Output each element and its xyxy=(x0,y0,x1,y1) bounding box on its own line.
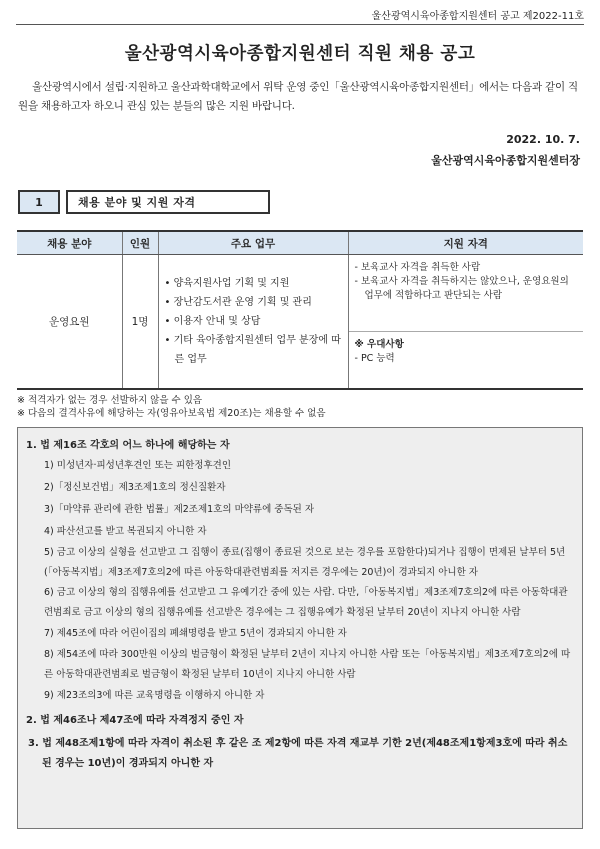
list-item: 7) 제45조에 따라 어린이집의 폐쇄명령을 받고 5년이 경과되지 아니한 자 xyxy=(44,628,347,639)
list-item: 9) 제23조의3에 따른 교육명령을 이행하지 아니한 자 xyxy=(44,690,265,701)
list-item: 8) 제54조에 따라 300만원 이상의 벌금형이 확정된 날부터 2년이 지나지 아니한 사람 또는「아동복지법」제3조제7호의2에 따른 아동학대관련범죄로 벌금형이 확정된 날부터 10년이 지나지 아니한 사람 xyxy=(44,649,571,680)
disqualification-item-2: 2. 법 제46조나 제47조에 따라 자격정지 중인 자 xyxy=(26,715,244,726)
field-cell: 운영요원 xyxy=(17,255,122,389)
section-number: 1 xyxy=(18,190,60,214)
list-item: 6) 금고 이상의 형의 집행유예를 선고받고 그 유예기간 중에 있는 사람. 다만,「아동복지법」제3조제7호의2에 따른 아동학대관련범죄로 금고 이상의 형의 집행유예를 선고받은 경우에는 그 집행유예가 확정된 날부터 20년이 지나지 아니한 사람 xyxy=(44,587,568,618)
intro-paragraph: 울산광역시에서 설립·지원하고 울산과학대학교에서 위탁 운영 중인「울산광역시육아종합지원센터」에서는 다음과 같이 직원을 채용하고자 하오니 관심 있는 분들의 많은 지원 바랍니다. xyxy=(18,81,578,112)
page-title: 울산광역시육아종합지원센터 직원 채용 공고 xyxy=(124,44,476,64)
table-row xyxy=(17,255,583,389)
duties-cell xyxy=(158,255,348,389)
announcement-date: 2022. 10. 7. xyxy=(506,133,580,146)
section-title: 채용 분야 및 지원 자격 xyxy=(66,190,270,214)
disqualification-item-1: 1. 법 제16조 각호의 어느 하나에 해당하는 자 xyxy=(26,440,230,451)
preference-block xyxy=(349,332,584,372)
preference-item: - PC 능력 xyxy=(354,353,395,364)
count-cell: 1명 xyxy=(122,255,158,389)
qualification-item: - 보육교사 자격을 취득한 사람 xyxy=(354,262,481,273)
qualifications-list xyxy=(349,255,584,332)
list-item: 2)「정신보건법」제3조제1호의 정신질환자 xyxy=(44,482,226,493)
notice-number: 울산광역시육아종합지원센터 공고 제2022-11호 xyxy=(371,11,584,22)
duty-item: • 이용자 안내 및 상담 xyxy=(164,315,261,327)
preference-title: ※ 우대사항 xyxy=(354,339,404,350)
organization-name: 울산광역시육아종합지원센터장 xyxy=(431,154,580,167)
table-header-row xyxy=(17,231,583,255)
disqualification-item-3: 3. 법 제48조제1항에 따라 자격이 취소된 후 같은 조 제2항에 따른 자격 재교부 기한 2년(제48조제1항제3호에 따라 취소된 경우는 10년)이 경과되지 아니한 자 xyxy=(28,738,568,769)
header-count: 인원 xyxy=(122,231,158,255)
qualifications-cell xyxy=(348,255,583,389)
list-item: 3)「마약류 관리에 관한 법률」제2조제1호의 마약류에 중독된 자 xyxy=(44,504,315,515)
header-divider xyxy=(16,24,584,25)
duty-item: • 기타 육아종합지원센터 업무 분장에 따른 업무 xyxy=(164,334,341,365)
qualification-item: - 보육교사 자격을 취득하지는 않았으나, 운영요원의 업무에 적합하다고 판단되는 사람 xyxy=(354,276,569,301)
list-item: 5) 금고 이상의 실형을 선고받고 그 집행이 종료(집행이 종료된 것으로 보는 경우를 포함한다)되거나 집행이 면제된 날부터 5년(「아동복지법」제3조제7호의2에 따른 아동학대관련범죄를 저지른 경우에는 20년)이 경과되지 아니한 자 xyxy=(44,547,566,578)
recruitment-table xyxy=(17,230,583,390)
header-field: 채용 분야 xyxy=(17,231,122,255)
list-item: 1) 미성년자·피성년후견인 또는 피한정후견인 xyxy=(44,460,232,471)
duty-item: • 양육지원사업 기획 및 지원 xyxy=(164,277,290,289)
header-qualifications: 지원 자격 xyxy=(348,231,583,255)
note-item: ※ 다음의 결격사유에 해당하는 자(영유아보육법 제20조)는 채용할 수 없음 xyxy=(17,408,326,419)
header-duties: 주요 업무 xyxy=(158,231,348,255)
list-item: 4) 파산선고를 받고 복권되지 아니한 자 xyxy=(44,526,207,537)
notes xyxy=(17,394,326,420)
disqualification-box xyxy=(17,427,583,829)
note-item: ※ 적격자가 없는 경우 선발하지 않을 수 있음 xyxy=(17,395,203,406)
duty-item: • 장난감도서관 운영 기획 및 관리 xyxy=(164,296,312,308)
